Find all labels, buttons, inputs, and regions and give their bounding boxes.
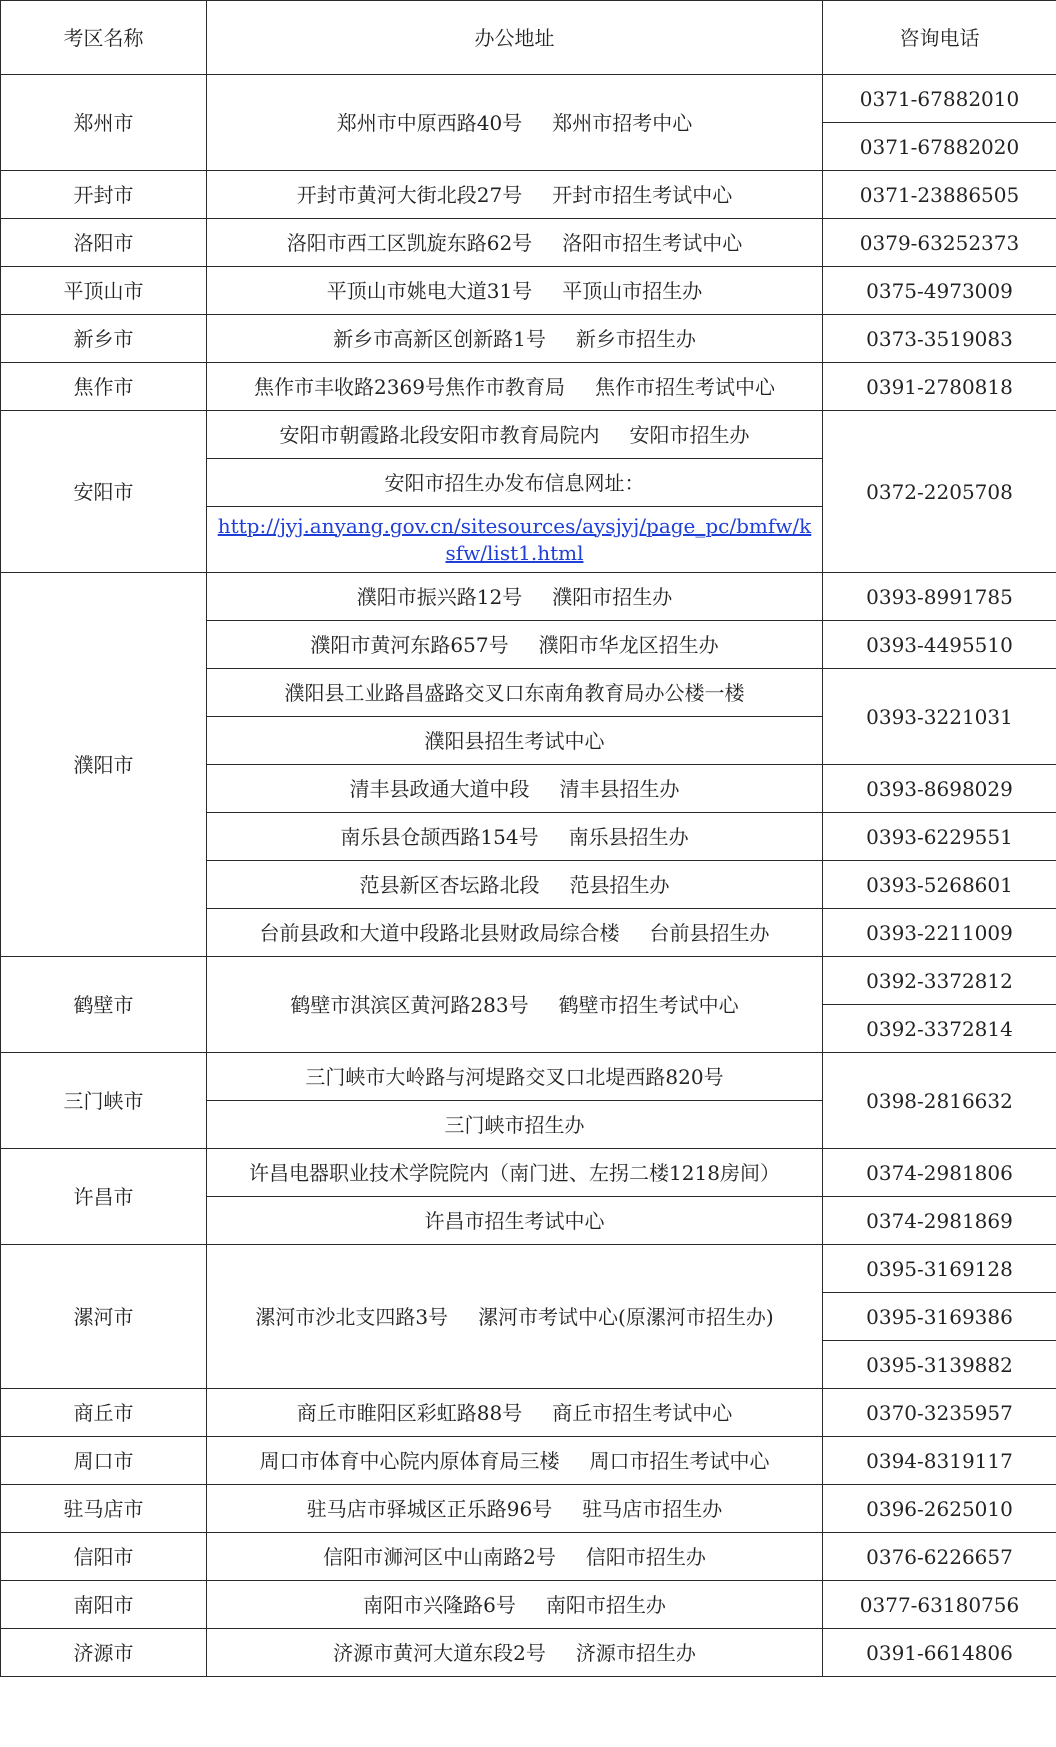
office-text: 商丘市招生考试中心 — [552, 1400, 733, 1425]
address-cell — [207, 813, 823, 861]
address-text: 驻马店市驿城区正乐路96号 — [306, 1496, 553, 1521]
phone-cell: 0395-3139882 — [823, 1341, 1056, 1389]
region-cell: 焦作市 — [1, 363, 207, 411]
phone-cell: 0393-5268601 — [823, 861, 1056, 909]
phone-cell: 0373-3519083 — [823, 315, 1056, 363]
address-cell — [207, 621, 823, 669]
table-row — [1, 267, 1056, 315]
region-cell: 濮阳市 — [1, 573, 207, 957]
address-text: 鹤壁市淇滨区黄河路283号 — [290, 992, 529, 1017]
office-text: 济源市招生办 — [575, 1640, 696, 1665]
address-text: 平顶山市姚电大道31号 — [326, 278, 533, 303]
address-text: 南乐县仓颉西路154号 — [340, 824, 539, 849]
table-row — [1, 1485, 1056, 1533]
address-cell: 三门峡市大岭路与河堤路交叉口北堤西路820号 — [207, 1053, 823, 1101]
phone-cell: 0391-2780818 — [823, 363, 1056, 411]
header-region: 考区名称 — [1, 1, 207, 75]
address-cell — [207, 315, 823, 363]
region-cell: 鹤壁市 — [1, 957, 207, 1053]
address-text: 济源市黄河大道东段2号 — [333, 1640, 546, 1665]
office-text: 信阳市招生办 — [585, 1544, 706, 1569]
phone-cell: 0392-3372812 — [823, 957, 1056, 1005]
table-row — [1, 1245, 1056, 1293]
address-cell — [207, 75, 823, 171]
phone-cell: 0374-2981869 — [823, 1197, 1056, 1245]
address-text: 郑州市中原西路40号 — [336, 110, 523, 135]
address-text: 南阳市兴隆路6号 — [363, 1592, 516, 1617]
address-text: 漯河市沙北支四路3号 — [255, 1304, 449, 1329]
region-cell: 郑州市 — [1, 75, 207, 171]
info-label-cell: 安阳市招生办发布信息网址： — [207, 459, 823, 507]
anyang-info-link[interactable]: http://jyj.anyang.gov.cn/sitesources/aysjyj/page_pc/bmfw/ksfw/list1.html — [217, 513, 812, 565]
office-text: 平顶山市招生办 — [562, 278, 703, 303]
table-row — [1, 171, 1056, 219]
region-cell: 三门峡市 — [1, 1053, 207, 1149]
phone-cell: 0398-2816632 — [823, 1053, 1056, 1149]
office-text: 开封市招生考试中心 — [552, 182, 733, 207]
address-cell — [207, 363, 823, 411]
phone-cell: 0371-67882020 — [823, 123, 1056, 171]
address-cell — [207, 909, 823, 957]
address-cell — [207, 1485, 823, 1533]
phone-cell: 0371-67882010 — [823, 75, 1056, 123]
address-text: 清丰县政通大道中段 — [349, 776, 530, 801]
table-row — [1, 1533, 1056, 1581]
address-cell — [207, 267, 823, 315]
phone-cell: 0375-4973009 — [823, 267, 1056, 315]
address-cell: 许昌电器职业技术学院院内（南门进、左拐二楼1218房间） — [207, 1149, 823, 1197]
address-text: 周口市体育中心院内原体育局三楼 — [259, 1448, 560, 1473]
address-cell — [207, 1245, 823, 1389]
phone-cell: 0393-2211009 — [823, 909, 1056, 957]
office-text: 焦作市招生考试中心 — [594, 374, 775, 399]
phone-cell: 0372-2205708 — [823, 411, 1056, 573]
table-row — [1, 1629, 1056, 1677]
table-row — [1, 1581, 1056, 1629]
office-text: 鹤壁市招生考试中心 — [558, 992, 739, 1017]
office-text: 新乡市招生办 — [575, 326, 696, 351]
phone-cell: 0371-23886505 — [823, 171, 1056, 219]
address-cell — [207, 765, 823, 813]
region-cell: 信阳市 — [1, 1533, 207, 1581]
table-row — [1, 315, 1056, 363]
table-row — [1, 75, 1056, 123]
phone-cell: 0393-8698029 — [823, 765, 1056, 813]
address-cell — [207, 1629, 823, 1677]
address-cell — [207, 219, 823, 267]
phone-cell: 0393-3221031 — [823, 669, 1056, 765]
office-text: 南乐县招生办 — [568, 824, 689, 849]
region-cell: 商丘市 — [1, 1389, 207, 1437]
address-text: 新乡市高新区创新路1号 — [333, 326, 546, 351]
office-text: 台前县招生办 — [649, 920, 770, 945]
address-text: 濮阳市黄河东路657号 — [310, 632, 509, 657]
address-cell: 濮阳县工业路昌盛路交叉口东南角教育局办公楼一楼 — [207, 669, 823, 717]
region-cell: 许昌市 — [1, 1149, 207, 1245]
table-row — [1, 957, 1056, 1005]
office-text: 范县招生办 — [569, 872, 670, 897]
region-cell: 开封市 — [1, 171, 207, 219]
address-text: 安阳市朝霞路北段安阳市教育局院内 — [279, 422, 600, 447]
office-text: 濮阳市招生办 — [552, 584, 673, 609]
url-cell — [207, 507, 823, 573]
region-cell: 南阳市 — [1, 1581, 207, 1629]
office-cell: 许昌市招生考试中心 — [207, 1197, 823, 1245]
address-text: 信阳市浉河区中山南路2号 — [323, 1544, 556, 1569]
address-text: 洛阳市西工区凯旋东路62号 — [286, 230, 533, 255]
table-row — [1, 219, 1056, 267]
region-cell: 济源市 — [1, 1629, 207, 1677]
phone-cell: 0395-3169386 — [823, 1293, 1056, 1341]
office-text: 漯河市考试中心(原漯河市招生办) — [478, 1304, 774, 1329]
phone-cell: 0370-3235957 — [823, 1389, 1056, 1437]
office-text: 洛阳市招生考试中心 — [562, 230, 743, 255]
header-phone: 咨询电话 — [823, 1, 1056, 75]
office-text: 濮阳市华龙区招生办 — [538, 632, 719, 657]
phone-cell: 0394-8319117 — [823, 1437, 1056, 1485]
region-cell: 新乡市 — [1, 315, 207, 363]
table-row — [1, 1437, 1056, 1485]
region-cell: 周口市 — [1, 1437, 207, 1485]
address-text: 开封市黄河大街北段27号 — [296, 182, 523, 207]
address-cell — [207, 1581, 823, 1629]
phone-cell: 0392-3372814 — [823, 1005, 1056, 1053]
header-address: 办公地址 — [207, 1, 823, 75]
address-cell — [207, 861, 823, 909]
address-text: 范县新区杏坛路北段 — [359, 872, 540, 897]
phone-cell: 0374-2981806 — [823, 1149, 1056, 1197]
phone-cell: 0396-2625010 — [823, 1485, 1056, 1533]
address-text: 焦作市丰收路2369号焦作市教育局 — [254, 374, 565, 399]
region-cell: 洛阳市 — [1, 219, 207, 267]
address-text: 商丘市睢阳区彩虹路88号 — [296, 1400, 523, 1425]
table-row — [1, 1389, 1056, 1437]
header-row — [1, 1, 1056, 75]
address-text: 台前县政和大道中段路北县财政局综合楼 — [259, 920, 620, 945]
phone-cell: 0395-3169128 — [823, 1245, 1056, 1293]
table-row — [1, 1149, 1056, 1197]
address-cell — [207, 1437, 823, 1485]
phone-cell: 0377-63180756 — [823, 1581, 1056, 1629]
phone-cell: 0376-6226657 — [823, 1533, 1056, 1581]
region-cell: 驻马店市 — [1, 1485, 207, 1533]
phone-cell: 0393-8991785 — [823, 573, 1056, 621]
office-text: 安阳市招生办 — [629, 422, 750, 447]
phone-cell: 0393-4495510 — [823, 621, 1056, 669]
region-cell: 安阳市 — [1, 411, 207, 573]
table-row — [1, 1053, 1056, 1101]
region-cell: 平顶山市 — [1, 267, 207, 315]
address-cell — [207, 171, 823, 219]
phone-cell: 0379-63252373 — [823, 219, 1056, 267]
office-text: 驻马店市招生办 — [582, 1496, 723, 1521]
table-row — [1, 363, 1056, 411]
address-cell — [207, 957, 823, 1053]
address-cell — [207, 411, 823, 459]
office-text: 清丰县招生办 — [559, 776, 680, 801]
region-cell: 漯河市 — [1, 1245, 207, 1389]
office-cell: 三门峡市招生办 — [207, 1101, 823, 1149]
address-text: 濮阳市振兴路12号 — [356, 584, 523, 609]
address-cell — [207, 1389, 823, 1437]
table-row — [1, 573, 1056, 621]
office-text: 南阳市招生办 — [545, 1592, 666, 1617]
office-cell: 濮阳县招生考试中心 — [207, 717, 823, 765]
office-text: 周口市招生考试中心 — [589, 1448, 770, 1473]
table-row — [1, 411, 1056, 459]
office-text: 郑州市招考中心 — [552, 110, 693, 135]
phone-cell: 0393-6229551 — [823, 813, 1056, 861]
phone-cell: 0391-6614806 — [823, 1629, 1056, 1677]
address-cell — [207, 1533, 823, 1581]
address-cell — [207, 573, 823, 621]
